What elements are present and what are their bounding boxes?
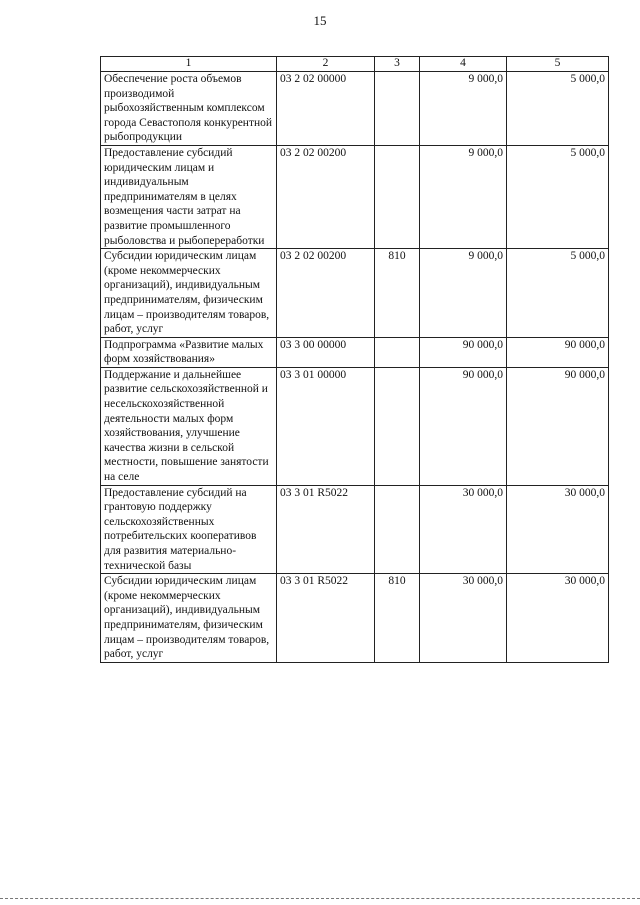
budget-table	[100, 56, 609, 663]
row-code: 03 2 02 00000	[277, 72, 375, 146]
table-row	[101, 249, 609, 338]
row-expense-type	[375, 337, 420, 367]
row-sum-1: 90 000,0	[420, 367, 507, 485]
row-sum-1: 30 000,0	[420, 574, 507, 663]
row-name: Обеспечение роста объемов производимой рыбохозяйственным комплексом города Севастополя конкурентной рыбопродукции	[101, 72, 277, 146]
row-sum-2: 5 000,0	[507, 145, 609, 248]
row-sum-2: 90 000,0	[507, 367, 609, 485]
table-row	[101, 145, 609, 248]
row-name: Субсидии юридическим лицам (кроме некоммерческих организаций), индивидуальным предпринимателям, физическим лицам – производителям товаров, работ, услуг	[101, 574, 277, 663]
row-code: 03 3 01 R5022	[277, 574, 375, 663]
header-col-4: 4	[420, 57, 507, 72]
row-expense-type	[375, 367, 420, 485]
table-row	[101, 485, 609, 574]
row-sum-1: 9 000,0	[420, 249, 507, 338]
row-code: 03 2 02 00200	[277, 249, 375, 338]
row-name: Предоставление субсидий юридическим лицам и индивидуальным предпринимателям в целях возмещения части затрат на развитие промышленного рыболовства и рыбопереработки	[101, 145, 277, 248]
row-name: Субсидии юридическим лицам (кроме некоммерческих организаций), индивидуальным предпринимателям, физическим лицам – производителям товаров, работ, услуг	[101, 249, 277, 338]
row-sum-1: 9 000,0	[420, 145, 507, 248]
table-row	[101, 72, 609, 146]
row-sum-2: 30 000,0	[507, 485, 609, 574]
row-name: Подпрограмма «Развитие малых форм хозяйствования»	[101, 337, 277, 367]
row-name: Предоставление субсидий на грантовую поддержку сельскохозяйственных потребительских кооперативов для развития материально-технической базы	[101, 485, 277, 574]
row-expense-type	[375, 72, 420, 146]
row-expense-type	[375, 485, 420, 574]
row-sum-1: 9 000,0	[420, 72, 507, 146]
row-expense-type	[375, 145, 420, 248]
row-code: 03 3 01 R5022	[277, 485, 375, 574]
table-header-row	[101, 57, 609, 72]
row-expense-type: 810	[375, 249, 420, 338]
header-col-2: 2	[277, 57, 375, 72]
table-row	[101, 337, 609, 367]
row-sum-2: 90 000,0	[507, 337, 609, 367]
row-name: Поддержание и дальнейшее развитие сельскохозяйственной и несельскохозяйственной деятельности малых форм хозяйствования, улучшение качества жизни в сельской местности, повышение занятости на селе	[101, 367, 277, 485]
row-expense-type: 810	[375, 574, 420, 663]
row-sum-1: 90 000,0	[420, 337, 507, 367]
header-col-3: 3	[375, 57, 420, 72]
header-col-5: 5	[507, 57, 609, 72]
row-sum-1: 30 000,0	[420, 485, 507, 574]
table-row	[101, 367, 609, 485]
scan-edge-divider	[0, 898, 640, 899]
row-sum-2: 5 000,0	[507, 72, 609, 146]
row-code: 03 3 00 00000	[277, 337, 375, 367]
header-col-1: 1	[101, 57, 277, 72]
row-sum-2: 5 000,0	[507, 249, 609, 338]
row-code: 03 2 02 00200	[277, 145, 375, 248]
table-row	[101, 574, 609, 663]
row-code: 03 3 01 00000	[277, 367, 375, 485]
row-sum-2: 30 000,0	[507, 574, 609, 663]
page-number: 15	[313, 13, 327, 28]
